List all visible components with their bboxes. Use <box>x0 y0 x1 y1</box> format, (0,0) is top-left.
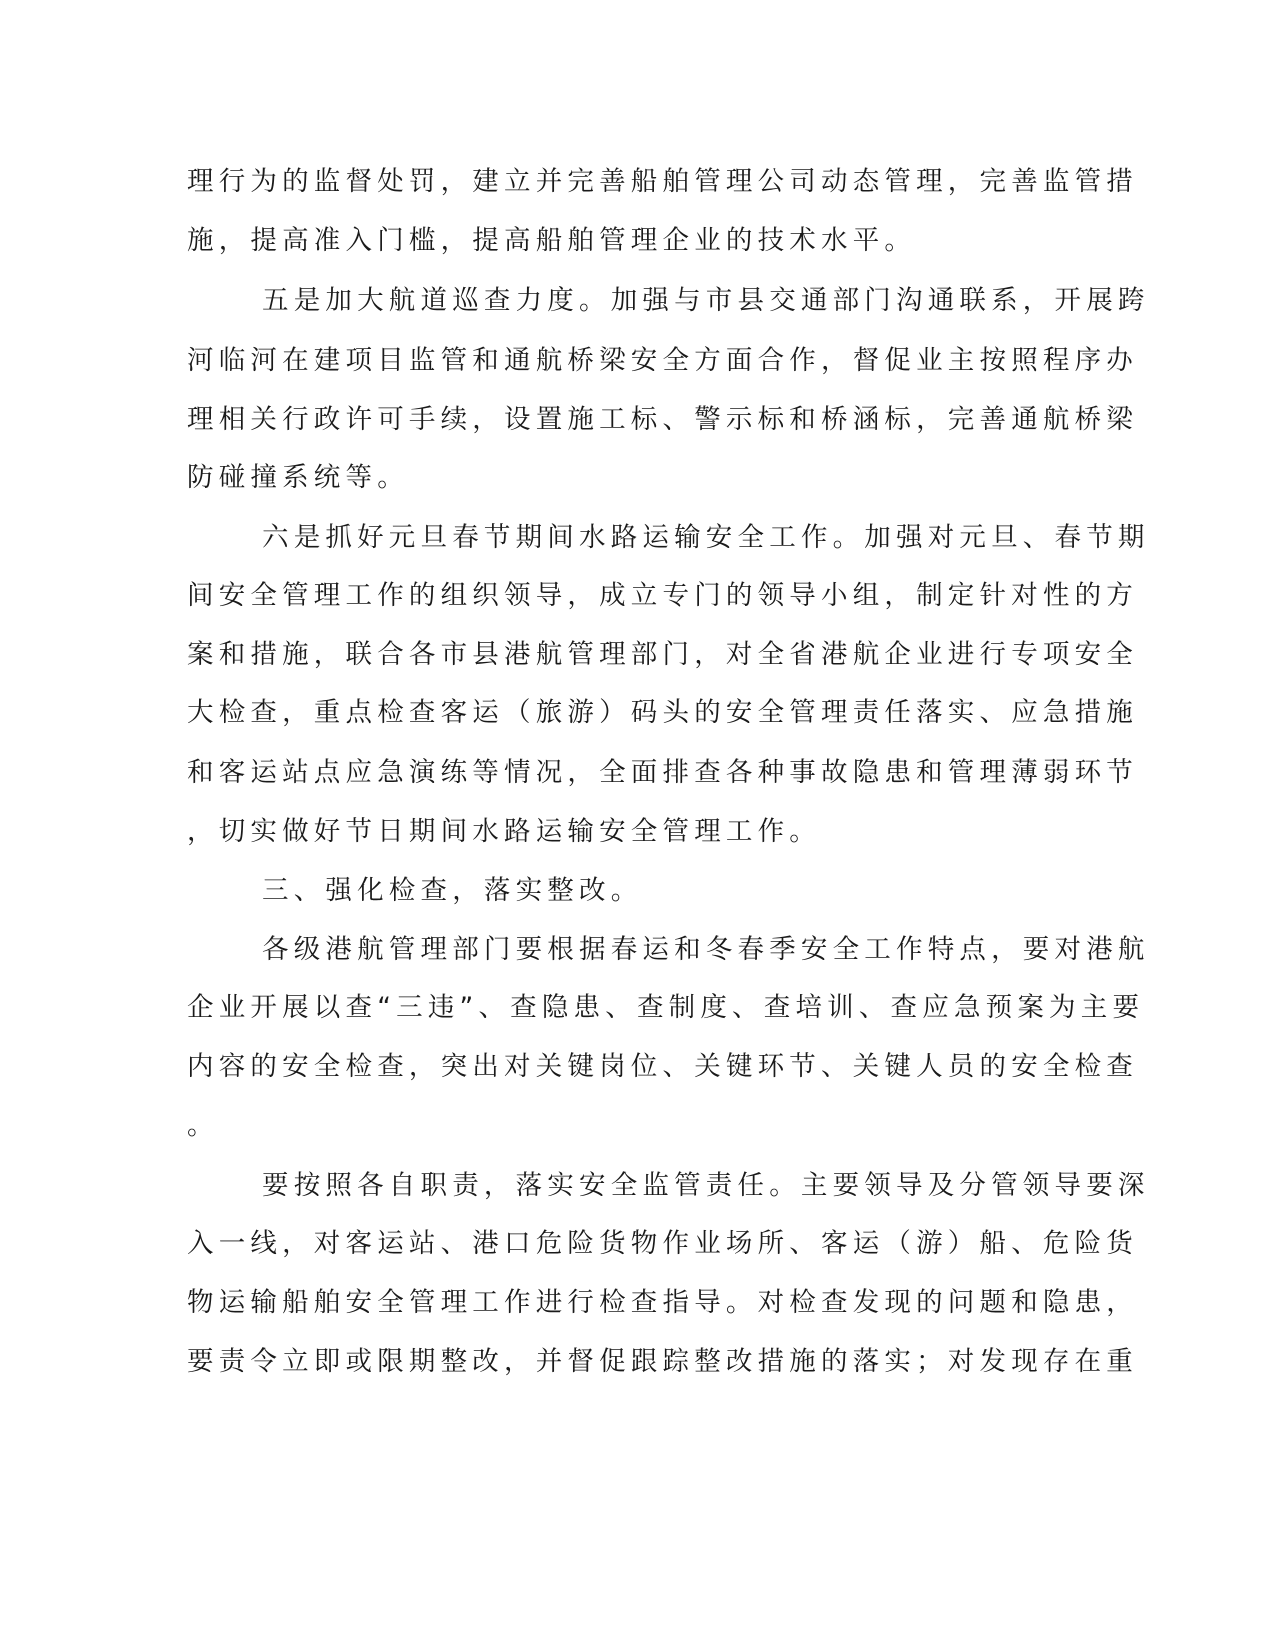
text-line: 企业开展以查“三违”、查隐患、查制度、查培训、查应急预案为主要 <box>187 992 1145 1023</box>
text-line: 物运输船舶安全管理工作进行检查指导。对检查发现的问题和隐患， <box>187 1287 1138 1318</box>
paragraph-start-line: 五是加大航道巡查力度。加强与市县交通部门沟通联系，开展跨 <box>262 285 1150 316</box>
text-line: 要责令立即或限期整改，并督促跟踪整改措施的落实；对发现存在重 <box>187 1346 1138 1377</box>
text-line: 大检查，重点检查客运（旅游）码头的安全管理责任落实、应急措施 <box>187 697 1138 728</box>
paragraph-start-line: 要按照各自职责，落实安全监管责任。主要领导及分管领导要深 <box>262 1170 1150 1201</box>
text-line: 施，提高准入门槛，提高船舶管理企业的技术水平。 <box>187 225 917 256</box>
text-line: 理行为的监督处罚，建立并完善船舶管理公司动态管理，完善监管措 <box>187 166 1138 197</box>
paragraph-start-line: 六是抓好元旦春节期间水路运输安全工作。加强对元旦、春节期 <box>262 522 1150 553</box>
text-line: 间安全管理工作的组织领导，成立专门的领导小组，制定针对性的方 <box>187 580 1138 611</box>
text-line: 防碰撞系统等。 <box>187 462 409 493</box>
section-heading: 三、强化检查，落实整改。 <box>262 875 643 906</box>
text-line: 案和措施，联合各市县港航管理部门，对全省港航企业进行专项安全 <box>187 639 1138 670</box>
text-line: 入一线，对客运站、港口危险货物作业场所、客运（游）船、危险货 <box>187 1228 1138 1259</box>
text-line: 内容的安全检查，突出对关键岗位、关键环节、关键人员的安全检查 <box>187 1051 1138 1082</box>
text-line: 理相关行政许可手续，设置施工标、警示标和桥涵标，完善通航桥梁 <box>187 404 1138 435</box>
text-line: 。 <box>187 1110 219 1141</box>
paragraph-start-line: 各级港航管理部门要根据春运和冬春季安全工作特点，要对港航 <box>262 934 1150 965</box>
text-line: 和客运站点应急演练等情况，全面排查各种事故隐患和管理薄弱环节 <box>187 757 1138 788</box>
text-line: 河临河在建项目监管和通航桥梁安全方面合作，督促业主按照程序办 <box>187 345 1138 376</box>
text-line: ，切实做好节日期间水路运输安全管理工作。 <box>187 816 821 847</box>
